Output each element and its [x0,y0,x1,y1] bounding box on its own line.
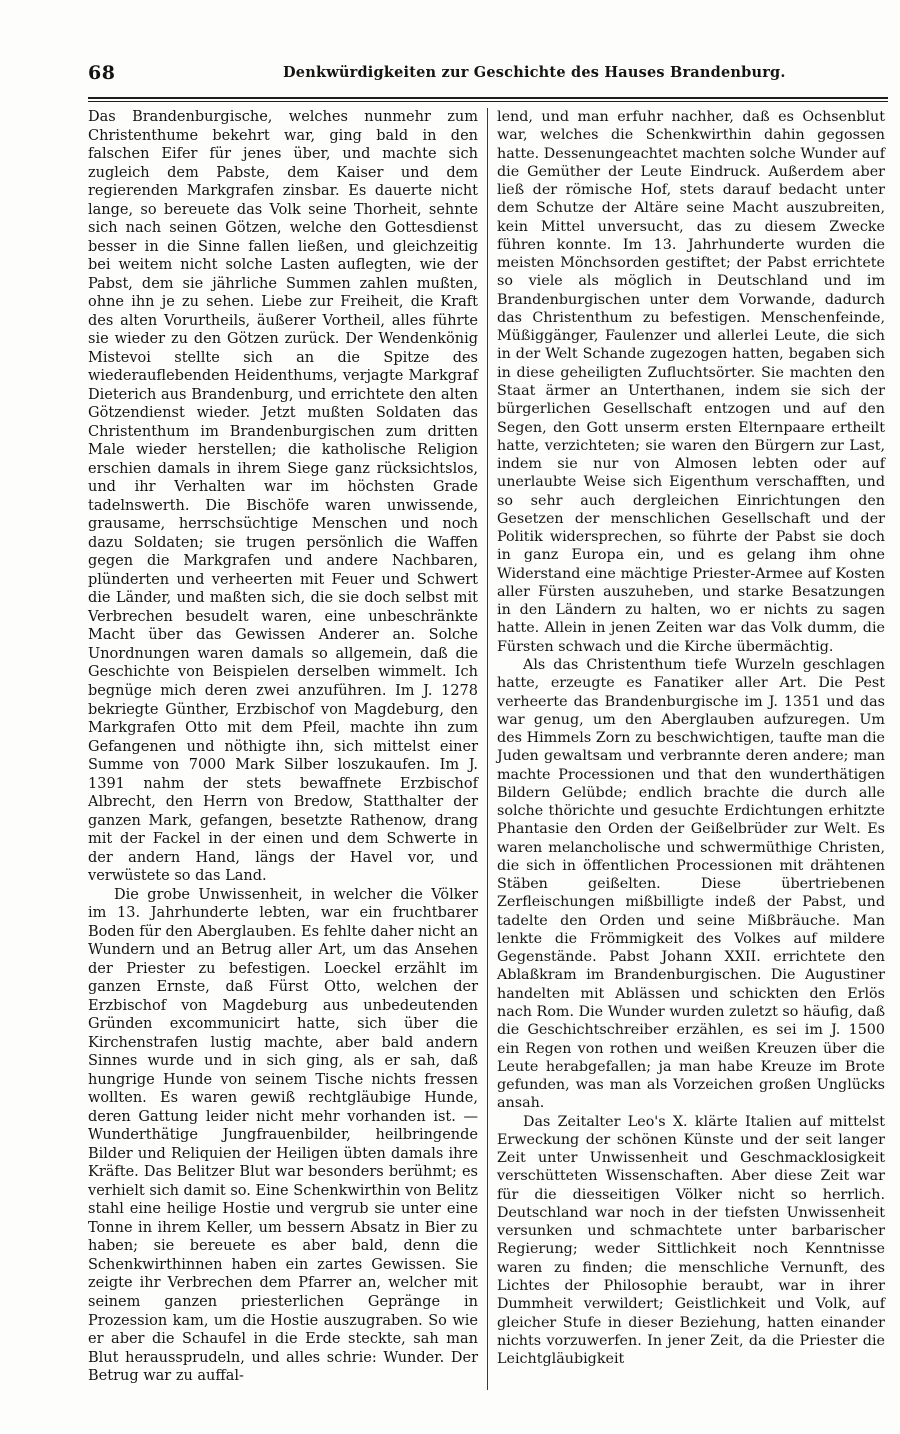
right-paragraph-3: Das Zeitalter Leo's X. klärte Italien auf mittelst Erweckung der schönen Künste und der seit langer Zeit unter Unwissenheit und Geschmacklosigkeit verschütteten Wissenschaften. Aber diese Zeit war für die diesseitigen Völker nicht so herrlich. Deutschland war noch in der tiefsten Unwissenheit versunken und schmachtete unter barbarischer Regierung; weder Sittlichkeit noch Kenntnisse waren zu finden; die menschliche Vernunft, des Lichtes der Philosophie beraubt, war in ihrer Dummheit verwildert; Geistlichkeit und Volk, auf gleicher Stufe in dieser Beziehung, hatten einander nichts vorzuwerfen. In jener Zeit, da die Priester die Leichtgläubigkeit [497,1113,885,1368]
page-header [88,58,888,94]
running-title: Denkwürdigkeiten zur Geschichte des Hauses Brandenburg. [283,64,786,81]
page-number: 68 [88,62,116,84]
column-divider [487,108,488,1390]
left-column [88,108,478,1386]
header-rule-thin [88,101,888,102]
right-paragraph-2: Als das Christenthum tiefe Wurzeln geschlagen hatte, erzeugte es Fanatiker aller Art. Die Pest verheerte das Brandenburgische im J. 1351 und das war genug, um den Aberglauben aufzuregen. Um des Himmels Zorn zu beschwichtigen, taufte man die Juden gewaltsam und verbrannte deren andere; man machte Processionen und that den wunderthätigen Bildern Gelübde; endlich brachte die durch alle solche thörichte und gesuchte Erdichtungen erhitzte Phantasie den Orden der Geißelbrüder zur Welt. Es waren melancholische und schwermüthige Christen, die sich in öffentlichen Processionen mit drähtenen Stäben geißelten. Diese übertriebenen Zerfleischungen mißbilligte indeß der Pabst, und tadelte den Orden und seine Mißbräuche. Man lenkte die Frömmigkeit des Volkes auf mildere Gegenstände. Pabst Johann XXII. errichtete den Ablaßkram im Brandenburgischen. Die Augustiner handelten mit Ablässen und schickten den Erlös nach Rom. Die Wunder wurden zuletzt so häufig, daß die Geschichtschreiber erzählen, es sei im J. 1500 ein Regen von rothen und weißen Kreuzen über die Leute herabgefallen; ja man habe Kreuze im Brote gefunden, was man als Vorzeichen großen Unglücks ansah. [497,656,885,1112]
right-column [497,108,885,1368]
left-paragraph-1: Das Brandenburgische, welches nunmehr zum Christenthume bekehrt war, ging bald in den falschen Eifer für jenes über, und machte sich zugleich dem Pabste, dem Kaiser und dem regierenden Markgrafen zinsbar. Es dauerte nicht lange, so bereuete das Volk seine Thorheit, sehnte sich nach seinen Götzen, welche den Gottesdienst besser in die Sinne fallen ließen, und gleichzeitig bei weitem nicht solche Lasten auflegten, wie der Pabst, dem sie jährliche Summen zahlen mußten, ohne ihn je zu sehen. Liebe zur Freiheit, die Kraft des alten Vorurtheils, äußerer Vortheil, alles führte sie wieder zu den Götzen zurück. Der Wendenkönig Mistevoi stellte sich an die Spitze des wiederauflebenden Heidenthums, verjagte Markgraf Dieterich aus Brandenburg, und errichtete den alten Götzendienst wieder. Jetzt mußten Soldaten das Christenthum im Brandenburgischen zum dritten Male wieder herstellen; die katholische Religion erschien damals in ihrem Siege ganz rücksichtslos, und ihr Verhalten war im höchsten Grade tadelnswerth. Die Bischöfe waren unwissende, grausame, herrschsüchtige Menschen und noch dazu Soldaten; sie trugen persönlich die Waffen gegen die Markgrafen und andere Nachbaren, plünderten und verheerten mit Feuer und Schwert die Länder, und maßten sich, die sie doch selbst mit Verbrechen besudelt waren, eine unbeschränkte Macht über das Gewissen Anderer an. Solche Unordnungen waren damals so allgemein, daß die Geschichte von Beispielen derselben wimmelt. Ich begnüge mich deren zwei anzuführen. Im J. 1278 bekriegte Günther, Erzbischof von Magdeburg, den Markgrafen Otto mit dem Pfeil, machte ihn zum Gefangenen und nöthigte ihn, sich mittelst einer Summe von 7000 Mark Silber loszukaufen. Im J. 1391 nahm der stets bewaffnete Erzbischof Albrecht, den Herrn von Bredow, Statthalter der ganzen Mark, gefangen, besetzte Rathenow, drang mit der Fackel in der einen und dem Schwerte in der andern Hand, längs der Havel vor, und verwüstete so das Land. [88,109,478,885]
right-paragraph-1: lend, und man erfuhr nachher, daß es Ochsenblut war, welches die Schenkwirthin dahin gegossen hatte. Dessenungeachtet machten solche Wunder auf die Gemüther der Leute Eindruck. Außerdem aber ließ der römische Hof, stets darauf bedacht unter dem Schutze der Altäre seine Macht auszubreiten, kein Mittel unversucht, das zu diesem Zwecke führen konnte. Im 13. Jahrhunderte wurden die meisten Mönchsorden gestiftet; der Pabst errichtete so viele als möglich in Deutschland und im Brandenburgischen unter dem Vorwande, dadurch das Christenthum zu befestigen. Menschenfeinde, Müßiggänger, Faulenzer und allerlei Leute, die sich in der Welt Schande zugezogen hatten, begaben sich in diese geheiligten Zufluchtsörter. Sie machten den Staat ärmer an Unterthanen, indem sie sich der bürgerlichen Gesellschaft entzogen und auf den Segen, den Gott unserm ersten Elternpaare ertheilt hatte, verzichteten; sie waren den Bürgern zur Last, indem sie nur von Almosen lebten oder auf unerlaubte Weise sich Eigenthum verschafften, und so sehr auch dergleichen Einrichtungen den Gesetzen der menschlichen Gesellschaft und der Politik widersprechen, so führte der Pabst sie doch in ganz Europa ein, und es gelang ihm ohne Widerstand eine mächtige Priester-Armee auf Kosten aller Fürsten auszuheben, und starke Besatzungen in den Ländern zu halten, wo er nichts zu sagen hatte. Allein in jenen Zeiten war das Volk dumm, die Fürsten schwach und die Kirche übermächtig. [497,109,885,655]
left-paragraph-2: Die grobe Unwissenheit, in welcher die Völker im 13. Jahrhunderte lebten, war ein fruchtbarer Boden für den Aberglauben. Es fehlte daher nicht an Wundern und an Betrug aller Art, um das Ansehen der Priester zu befestigen. Loeckel erzählt im ganzen Ernste, daß Fürst Otto, welchen der Erzbischof von Magdeburg aus unbedeutenden Gründen excommunicirt hatte, sich über die Kirchenstrafen lustig machte, aber bald andern Sinnes wurde und in sich ging, als er sah, daß hungrige Hunde von seinem Tische nichts fressen wollten. Es waren gewiß rechtgläubige Hunde, deren Gattung leider nicht mehr vorhanden ist. — Wunderthätige Jungfrauenbilder, heilbringende Bilder und Reliquien der Heiligen übten damals ihre Kräfte. Das Belitzer Blut war besonders berühmt; es verhielt sich damit so. Eine Schenkwirthin von Belitz stahl eine heilige Hostie und vergrub sie unter eine Tonne in ihrem Keller, um bessern Absatz in Bier zu haben; sie bereuete es aber bald, denn die Schenkwirthinnen haben ein zartes Gewissen. Sie zeigte ihr Verbrechen dem Pfarrer an, welcher mit seinem ganzen priesterlichen Gepränge in Prozession kam, um die Hostie auszugraben. So wie er aber die Schaufel in die Erde steckte, sah man Blut heraussprudeln, und alles schrie: Wunder. Der Betrug war zu auffal- [88,886,478,1385]
header-rule [88,97,888,99]
